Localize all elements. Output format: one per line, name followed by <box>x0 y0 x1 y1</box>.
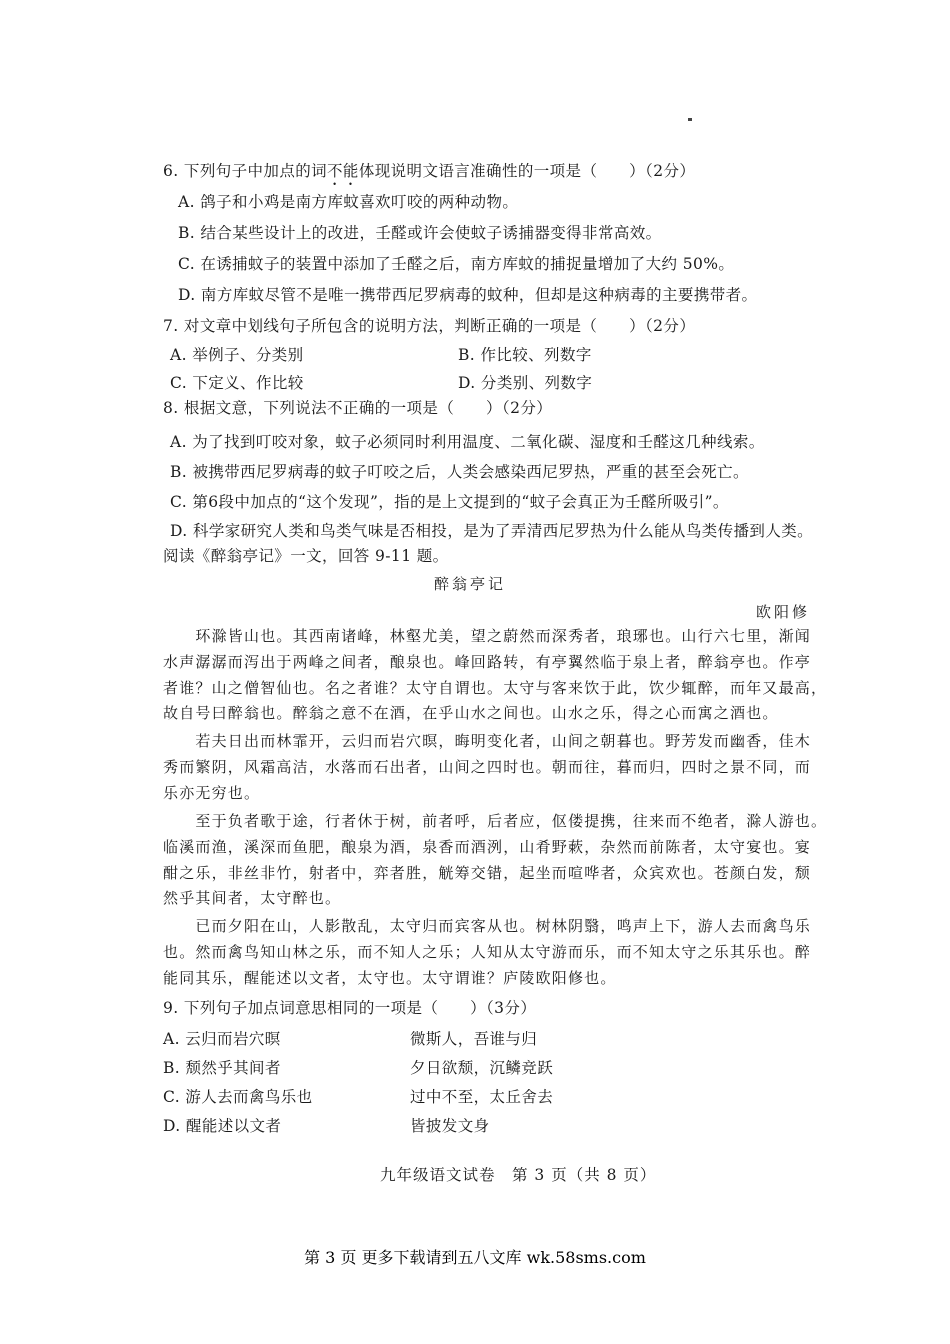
q8-option-d: D. 科学家研究人类和鸟类气味是否相投，是为了弄清西尼罗热为什么能从鸟类传播到人类。 <box>170 522 814 540</box>
article-line: 已而夕阳在山，人影散乱，太守归而宾客从也。树林阴翳，鸣声上下，游人去而禽鸟乐 <box>163 917 812 935</box>
q7-option-d: D. 分类别、列数字 <box>458 374 593 392</box>
article-author: 欧阳修 <box>756 603 811 621</box>
reading-intro: 阅读《醉翁亭记》一文，回答 9-11 题。 <box>163 547 449 565</box>
article-line: 然乎其间者，太守醉也。 <box>163 889 342 907</box>
q6-option-c: C. 在诱捕蚊子的装置中添加了壬醛之后，南方库蚊的捕捉量增加了大约 50%。 <box>178 255 735 273</box>
question-9-stem: 9. 下列句子加点词意思相同的一项是（ ）（3分） <box>163 999 537 1017</box>
article-line: 者谁？山之僧智仙也。名之者谁？太守自谓也。太守与客来饮于此，饮少辄醉，而年又最高， <box>163 679 828 697</box>
article-line: 环滁皆山也。其西南诸峰，林壑尤美，望之蔚然而深秀者，琅琊也。山行六七里，渐闻 <box>163 627 812 645</box>
q6-stem-part-2: 体现说明文语言准确性的一项是（ ）（2分） <box>358 162 696 180</box>
article-line: 乐亦无穷也。 <box>163 784 261 802</box>
q7-option-c: C. 下定义、作比较 <box>170 374 304 392</box>
question-8-stem: 8. 根据文意，下列说法不正确的一项是（ ）（2分） <box>163 399 553 417</box>
download-note: 第 3 页 更多下载请到五八文库 wk.58sms.com <box>304 1248 646 1267</box>
question-7-stem: 7. 对文章中划线句子所包含的说明方法，判断正确的一项是（ ）（2分） <box>163 317 696 335</box>
q9-option-a-left: A. 云归而岩穴暝 <box>163 1030 281 1048</box>
q9-option-c-left: C. 游人去而禽鸟乐也 <box>163 1088 313 1106</box>
article-line: 酣之乐，非丝非竹，射者中，弈者胜，觥筹交错，起坐而喧哗者，众宾欢也。苍颜白发，颓 <box>163 864 812 882</box>
question-6-stem <box>163 160 695 189</box>
article-line: 若夫日出而林霏开，云归而岩穴暝，晦明变化者，山间之朝暮也。野芳发而幽香，佳木 <box>163 732 812 750</box>
article-line: 故自号曰醉翁也。醉翁之意不在酒，在乎山水之间也。山水之乐，得之心而寓之酒也。 <box>163 704 779 722</box>
q9-option-b-left: B. 颓然乎其间者 <box>163 1059 281 1077</box>
q6-option-b: B. 结合某些设计上的改进，壬醛或许会使蚊子诱捕器变得非常高效。 <box>178 224 662 242</box>
article-line: 秀而繁阴，风霜高洁，水落而石出者，山间之四时也。朝而往，暮而归，四时之景不同，而 <box>163 758 812 776</box>
q9-option-d-left: D. 醒能述以文者 <box>163 1117 282 1135</box>
q9-option-b-right: 夕日欲颓，沉鳞竞跃 <box>410 1059 554 1077</box>
q9-option-d-right: 皆披发文身 <box>410 1117 490 1135</box>
q6-stem-emphasis: 不能 <box>327 162 359 180</box>
article-line: 能同其乐，醒能述以文者，太守也。太守谓谁？庐陵欧阳修也。 <box>163 969 617 987</box>
page-footer: 九年级语文试卷 第 3 页（共 8 页） <box>380 1166 657 1184</box>
q9-option-a-right: 微斯人，吾谁与归 <box>410 1030 538 1048</box>
article-line: 至于负者歌于途，行者休于树，前者呼，后者应，伛偻提携，往来而不绝者，滁人游也。 <box>163 812 828 830</box>
article-line: 水声潺潺而泻出于两峰之间者，酿泉也。峰回路转，有亭翼然临于泉上者，醉翁亭也。作亭 <box>163 653 812 671</box>
scan-speck <box>688 118 692 121</box>
q7-option-a: A. 举例子、分类别 <box>170 346 304 364</box>
q7-option-b: B. 作比较、列数字 <box>458 346 592 364</box>
q6-stem-part-1: 6. 下列句子中加点的词 <box>163 162 328 180</box>
q8-option-b: B. 被携带西尼罗病毒的蚊子叮咬之后，人类会感染西尼罗热，严重的甚至会死亡。 <box>170 463 749 481</box>
article-line: 也。然而禽鸟知山林之乐，而不知人之乐；人知从太守游而乐，而不知太守之乐其乐也。醉 <box>163 943 812 961</box>
q6-option-a: A. 鸽子和小鸡是南方库蚊喜欢叮咬的两种动物。 <box>178 193 519 211</box>
article-title: 醉翁亭记 <box>434 575 507 593</box>
q9-option-c-right: 过中不至，太丘舍去 <box>410 1088 554 1106</box>
q6-option-d: D. 南方库蚊尽管不是唯一携带西尼罗病毒的蚊种，但却是这种病毒的主要携带者。 <box>178 286 758 304</box>
q8-option-a: A. 为了找到叮咬对象，蚊子必须同时利用温度、二氧化碳、湿度和壬醛这几种线索。 <box>170 433 765 451</box>
q8-option-c: C. 第6段中加点的“这个发现”，指的是上文提到的“蚊子会真正为壬醛所吸引”。 <box>170 493 729 511</box>
article-line: 临溪而渔，溪深而鱼肥，酿泉为酒，泉香而酒洌，山肴野蔌，杂然而前陈者，太守宴也。宴 <box>163 838 812 856</box>
